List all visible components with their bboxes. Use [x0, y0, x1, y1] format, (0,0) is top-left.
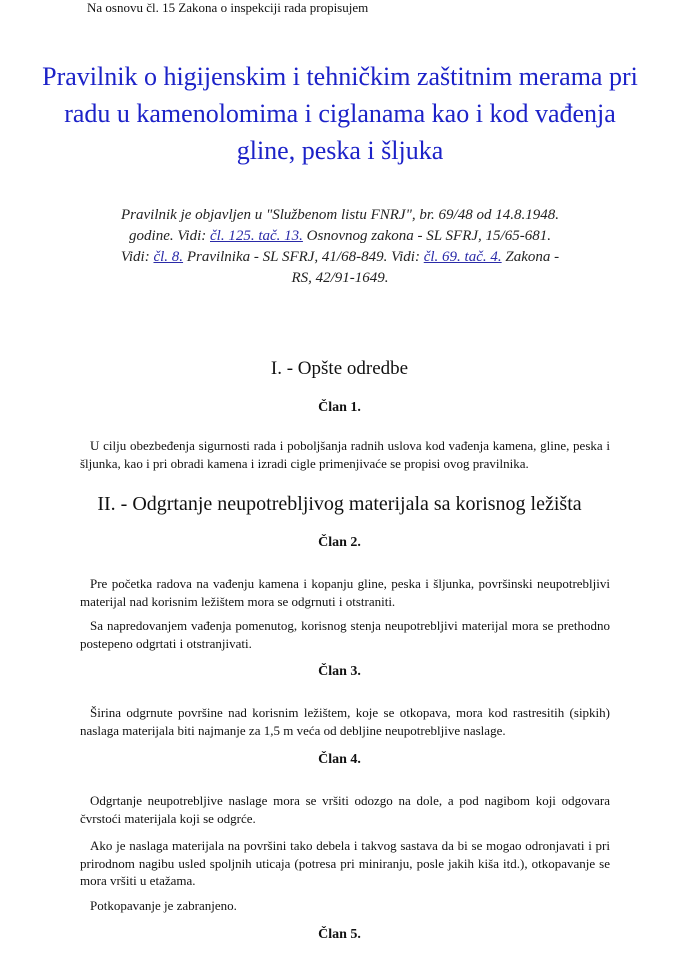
paragraph: Sa napredovanjem vađenja pomenutog, korisnog stenja neupotrebljivi materijal mora se prethodno postepeno odgrtati i otstranjivati.: [80, 618, 610, 651]
article-heading-4: Član 4.: [318, 752, 361, 767]
intro-text: Na osnovu čl. 15 Zakona o inspekciji rada propisujem: [87, 0, 369, 15]
paragraph: Ako je naslaga materijala na površini tako debela i takvog sastava da bi se mogao odronjavati i pri prirodnom nagibu usled spoljnih uticaja (potresa pri miniranju, posle jakih kiša itd.), otkopavanje se mora vršiti u etažama.: [80, 838, 610, 888]
section-heading-1: I. - Opšte odredbe: [270, 358, 409, 379]
citation-text: Pravilnika - SL SFRJ, 41/68-849. Vidi:: [183, 249, 424, 265]
paragraph: Potkopavanje je zabranjeno.: [90, 898, 237, 913]
citation: [120, 205, 560, 289]
paragraph: Odgrtanje neupotrebljive naslage mora se vršiti odozgo na dole, a pod nagibom koji odgovara čvrstoći materijala koji se odgrće.: [80, 793, 610, 826]
article-heading-5: Član 5.: [318, 927, 361, 942]
citation-text: Pravilnik je objavljen u "Službenom listu FNRJ", br. 69/48 od 14.8.1948. godine. Vidi:: [121, 207, 559, 244]
paragraph: Pre početka radova na vađenju kamena i kopanju gline, peska i šljunka, površinski neupotrebljivi materijal nad korisnim ležištem mora se odgrnuti i otstraniti.: [80, 576, 610, 609]
link-cl-125[interactable]: čl. 125. tač. 13.: [210, 228, 303, 244]
link-cl-8[interactable]: čl. 8.: [153, 249, 184, 265]
paragraph: Širina odgrnute površine nad korisnim ležištem, koje se otkopava, mora kod rastresitih (sipkih) naslaga materijala biti najmanje za 1,5 m veća od debljine neupotrebljive naslage.: [80, 705, 610, 738]
citation-text: Osnovnog zakona - SL SFRJ, 15/65-681. Vidi:: [120, 228, 551, 265]
link-cl-69[interactable]: čl. 69. tač. 4.: [423, 249, 502, 265]
paragraph: U cilju obezbeđenja sigurnosti rada i poboljšanja radnih uslova kod vađenja kamena, gline, peska i šljunka, kao i pri obradi kamena i izradi cigle primenjivaće se propisi ovog pravilnika.: [80, 438, 610, 471]
section-heading-2: II. - Odgrtanje neupotrebljivog materijala sa korisnog ležišta: [97, 493, 582, 515]
article-heading-2: Član 2.: [318, 535, 361, 550]
article-heading-3: Član 3.: [318, 664, 361, 679]
article-heading-1: Član 1.: [318, 400, 361, 415]
document-title: Pravilnik o higijenskim i tehničkim zaštitnim merama pri radu u kamenolomima i ciglanama kao i kod vađenja gline, peska i šljuka: [42, 62, 638, 165]
citation-text: Zakona - RS, 42/91-1649.: [291, 249, 560, 286]
